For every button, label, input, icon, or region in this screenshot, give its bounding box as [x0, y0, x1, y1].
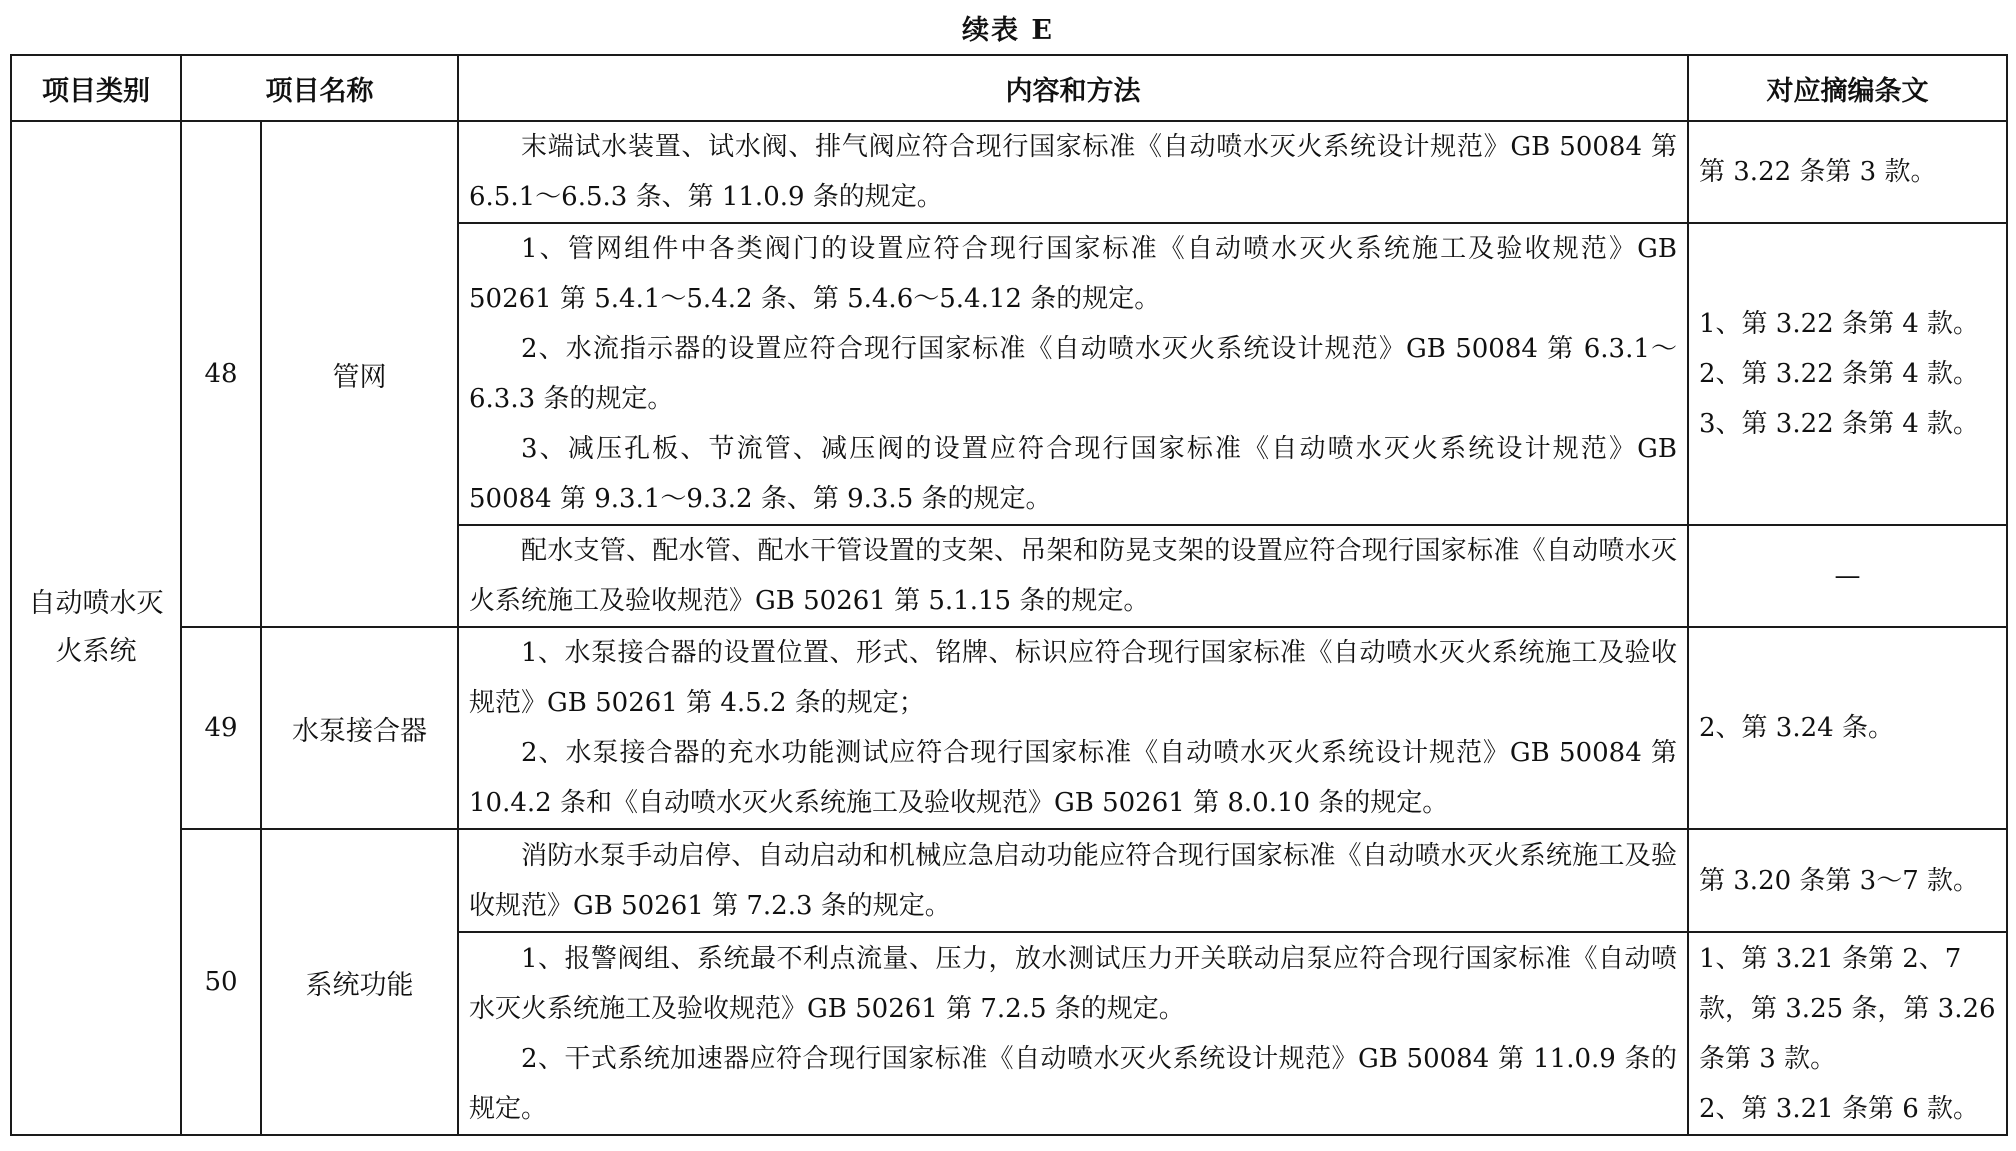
reference-line: 2、第 3.22 条第 4 款。	[1699, 359, 1980, 389]
content-cell	[458, 829, 1688, 932]
reference-cell	[1688, 829, 2007, 932]
content-paragraph: 1、管网组件中各类阀门的设置应符合现行国家标准《自动喷水灭火系统施工及验收规范》GB 50261 第 5.4.1～5.4.2 条、第 5.4.6～5.4.12 条的规定。	[469, 234, 1677, 314]
content-paragraph: 配水支管、配水管、配水干管设置的支架、吊架和防晃支架的设置应符合现行国家标准《自动喷水灭火系统施工及验收规范》GB 50261 第 5.1.15 条的规定。	[469, 536, 1677, 616]
reference-line: 1、第 3.21 条第 2、7 款，第 3.25 条，第 3.26 条第 3 款。	[1699, 943, 1996, 1074]
reference-line: 第 3.22 条第 3 款。	[1699, 157, 1937, 187]
reference-line: 第 3.20 条第 3～7 款。	[1699, 865, 1980, 896]
content-paragraph: 3、减压孔板、节流管、减压阀的设置应符合现行国家标准《自动喷水灭火系统设计规范》GB 50084 第 9.3.1～9.3.2 条、第 9.3.5 条的规定。	[469, 434, 1677, 514]
category-cell: 自动喷水灭火系统	[11, 121, 181, 1135]
item-name: 水泵接合器	[261, 627, 458, 829]
reference-line: 1、第 3.22 条第 4 款。	[1699, 309, 1980, 339]
content-paragraph: 2、水流指示器的设置应符合现行国家标准《自动喷水灭火系统设计规范》GB 50084 第 6.3.1～6.3.3 条的规定。	[469, 334, 1677, 414]
content-cell	[458, 121, 1688, 223]
content-cell	[458, 932, 1688, 1135]
table-row	[11, 829, 2007, 932]
table-title: 续表 E	[962, 15, 1054, 46]
content-paragraph: 消防水泵手动启停、自动启动和机械应急启动功能应符合现行国家标准《自动喷水灭火系统施工及验收规范》GB 50261 第 7.2.3 条的规定。	[469, 840, 1677, 921]
reference-cell	[1688, 525, 2007, 627]
content-paragraph: 末端试水装置、试水阀、排气阀应符合现行国家标准《自动喷水灭火系统设计规范》GB 50084 第 6.5.1～6.5.3 条、第 11.0.9 条的规定。	[469, 132, 1677, 212]
reference-line: 2、第 3.21 条第 6 款。	[1699, 1093, 1980, 1124]
reference-cell	[1688, 627, 2007, 829]
table-row	[11, 627, 2007, 829]
header-reference: 对应摘编条文	[1688, 55, 2007, 121]
item-name: 管网	[261, 121, 458, 627]
header-content: 内容和方法	[458, 55, 1688, 121]
content-cell	[458, 627, 1688, 829]
reference-line: 2、第 3.24 条。	[1699, 713, 1894, 743]
table-header-row	[11, 55, 2007, 121]
item-number: 49	[181, 627, 261, 829]
reference-cell	[1688, 932, 2007, 1135]
item-name: 系统功能	[261, 829, 458, 1135]
content-cell	[458, 525, 1688, 627]
content-paragraph: 1、水泵接合器的设置位置、形式、铭牌、标识应符合现行国家标准《自动喷水灭火系统施工及验收规范》GB 50261 第 4.5.2 条的规定；	[469, 638, 1677, 718]
inspection-table	[10, 54, 2008, 1136]
content-paragraph: 1、报警阀组、系统最不利点流量、压力，放水测试压力开关联动启泵应符合现行国家标准《自动喷水灭火系统施工及验收规范》GB 50261 第 7.2.5 条的规定。	[469, 943, 1677, 1024]
table-row	[11, 121, 2007, 223]
header-item-name: 项目名称	[181, 55, 458, 121]
content-cell	[458, 223, 1688, 525]
item-number: 48	[181, 121, 261, 627]
content-paragraph: 2、水泵接合器的充水功能测试应符合现行国家标准《自动喷水灭火系统设计规范》GB 50084 第 10.4.2 条和《自动喷水灭火系统施工及验收规范》GB 50261 第 8.0.10 条的规定。	[469, 738, 1677, 818]
header-category: 项目类别	[11, 55, 181, 121]
reference-dash: —	[1834, 561, 1861, 591]
item-number: 50	[181, 829, 261, 1135]
reference-cell	[1688, 223, 2007, 525]
reference-line: 3、第 3.22 条第 4 款。	[1699, 409, 1980, 439]
content-paragraph: 2、干式系统加速器应符合现行国家标准《自动喷水灭火系统设计规范》GB 50084 第 11.0.9 条的规定。	[469, 1043, 1677, 1124]
reference-cell	[1688, 121, 2007, 223]
